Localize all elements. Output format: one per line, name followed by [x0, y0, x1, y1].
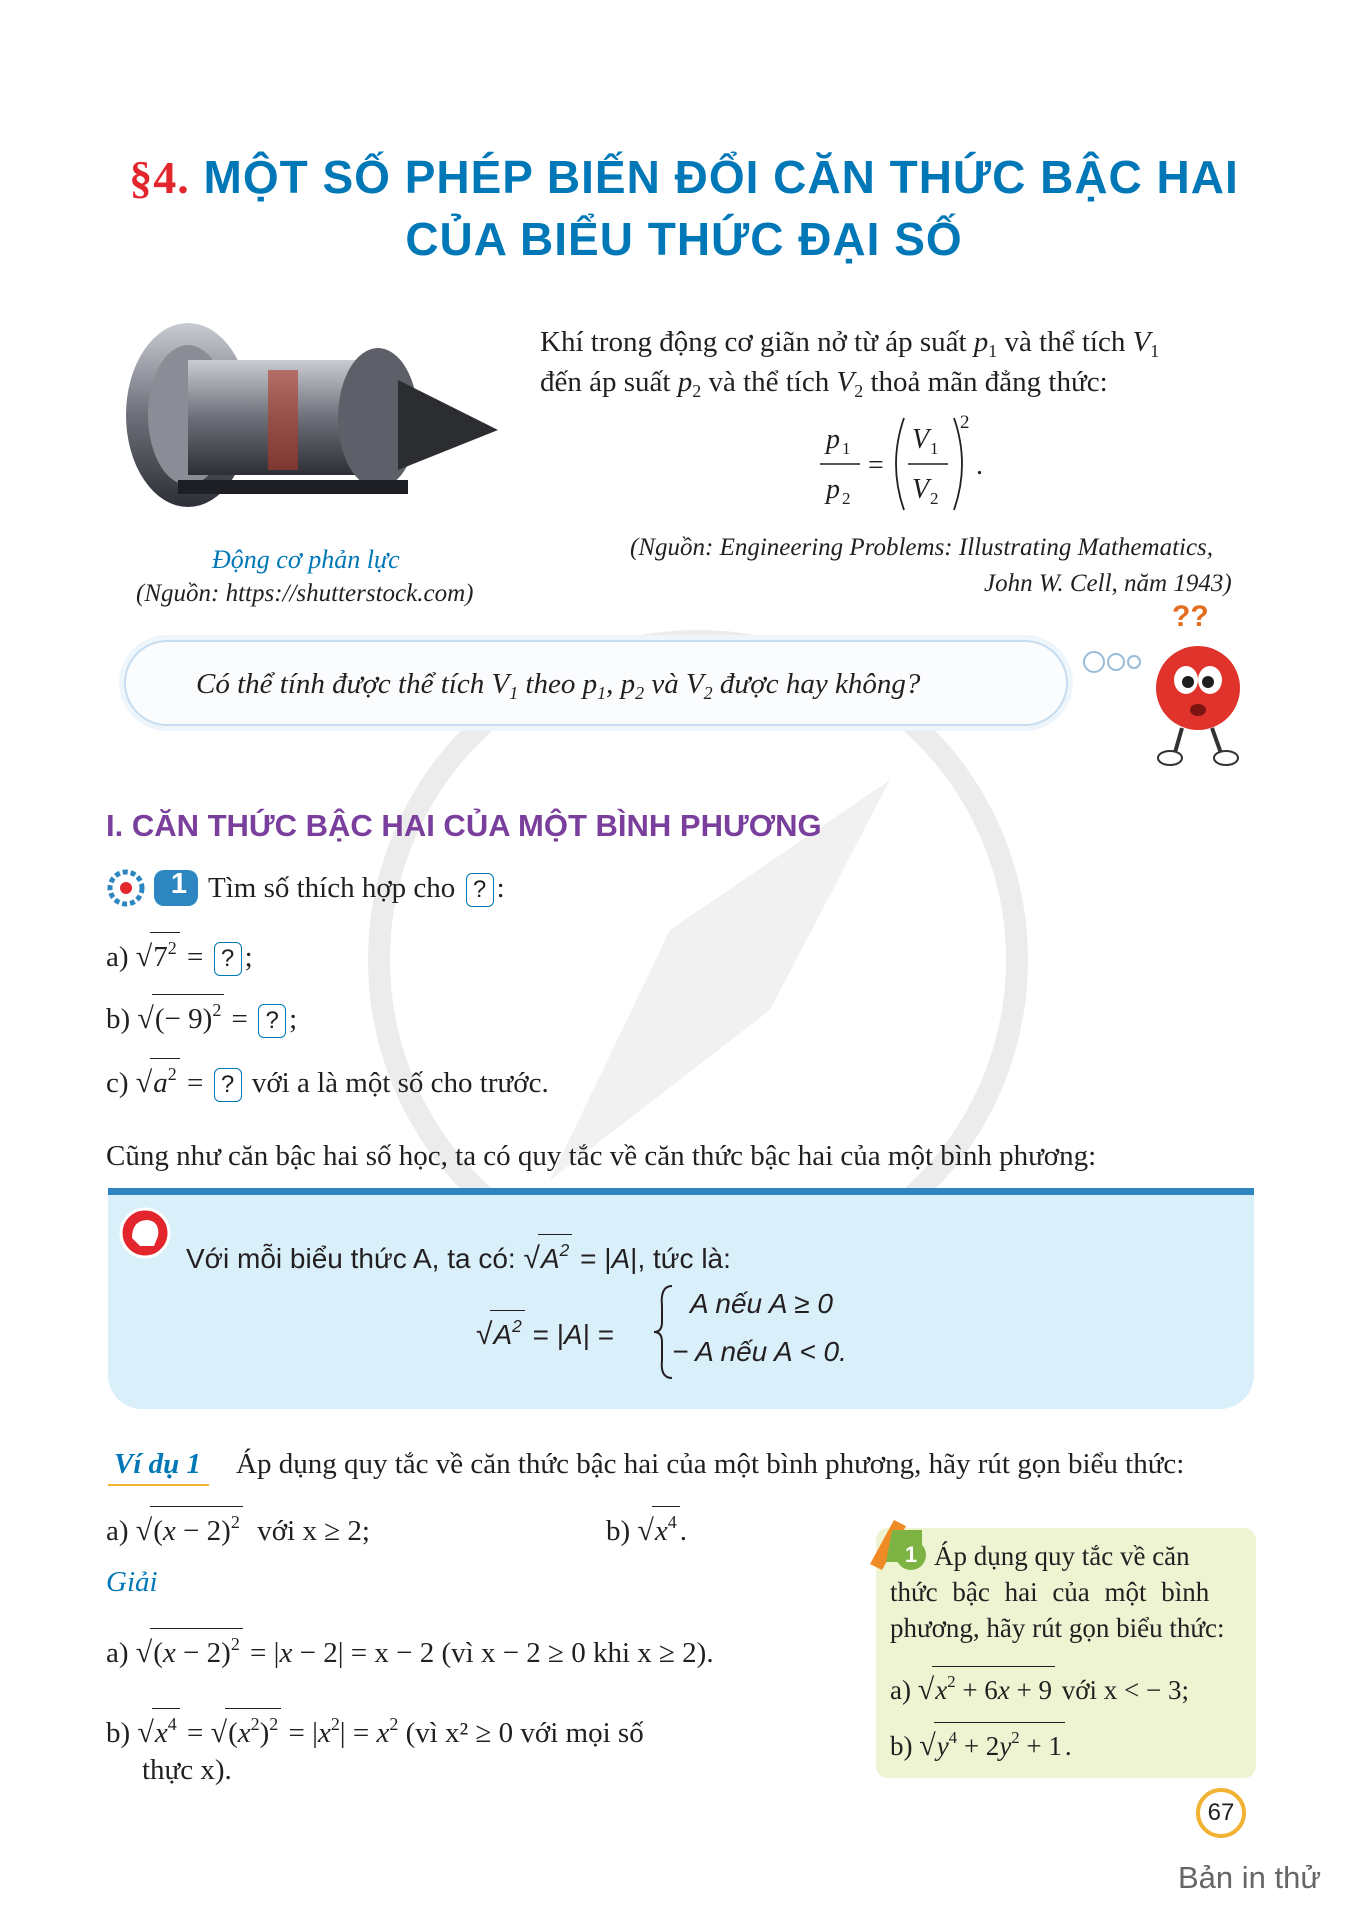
transition-text: Cũng như căn bậc hai số học, ta có quy tắc về căn thức bậc hai của một bình phương:: [106, 1140, 1097, 1172]
svg-text:p: p: [826, 474, 840, 505]
image-caption-source: (Nguồn: https://shutterstock.com): [136, 580, 474, 607]
activity-text: Tìm số thích hợp cho ? :: [208, 868, 505, 908]
page-number: 67: [1196, 1788, 1246, 1838]
thought-bubbles-icon: [1080, 646, 1150, 676]
svg-text:p: p: [826, 424, 840, 455]
draft-footer: Bản in thử: [1178, 1860, 1322, 1895]
svg-text:V: V: [912, 474, 930, 505]
example-text: Áp dụng quy tắc về căn thức bậc hai của một bình phương, hãy rút gọn biểu thức:: [236, 1448, 1185, 1480]
svg-text:V: V: [912, 424, 930, 455]
rule-line-1: Với mỗi biểu thức A, ta có: $√A^2 = |A|$, tức là:: [186, 1234, 731, 1279]
solution-a: a) $√(x - 2)^2 = |x - 2| = x - 2$ (vì x − 2 ≥ 0 khi x ≥ 2).: [106, 1628, 714, 1673]
svg-text:=: =: [868, 450, 884, 481]
example-item-a: a) $√(x - 2)^2$ với x ≥ 2;: [106, 1506, 370, 1551]
answer-box: ?: [466, 873, 494, 907]
svg-text:2: 2: [930, 489, 939, 508]
activity-number: 1: [170, 868, 188, 900]
example-item-b: b) $√x^4$ .: [606, 1506, 687, 1551]
practice-number: 1: [896, 1540, 926, 1570]
rule-line-2: $√A^2 = |A|$ =: [476, 1310, 614, 1355]
jet-engine-image: [118, 320, 508, 520]
question-text: Có thể tính được thể tích $V_1$ theo $p_1$, $p_2$ và $V_2$ được hay không?: [196, 668, 921, 703]
mascot-icon: [1146, 640, 1256, 770]
practice-line-2: thức bậc hai của một bình: [890, 1577, 1210, 1607]
title-line-1: MỘT SỐ PHÉP BIẾN ĐỔI CĂN THỨC BẬC HAI: [203, 151, 1239, 203]
svg-text:.: .: [976, 450, 983, 481]
item-a: a) $√7^2$ = ? ;: [106, 932, 253, 977]
solution-b-end: thực x).: [142, 1754, 232, 1786]
rule-case-2: − A nếu A < 0.: [672, 1336, 847, 1367]
intro-line-2: đến áp suất $p_2$ và thể tích $V_2$ thoả mãn đẳng thức:: [540, 366, 1108, 401]
svg-text:1: 1: [842, 439, 851, 458]
svg-text:1: 1: [930, 439, 939, 458]
section-number: §4.: [129, 152, 190, 203]
example-label: Ví dụ 1: [108, 1444, 209, 1486]
solution-b: b) $√x^4 = √(x^2)^2 = |x^2| = x^2$ (vì x² ≥ 0 với mọi số: [106, 1704, 644, 1753]
practice-line-3: phương, hãy rút gọn biểu thức:: [890, 1613, 1225, 1643]
formula-source-line-1: (Nguồn: Engineering Problems: Illustrating Mathematics,: [630, 534, 1214, 561]
title-line-2: CỦA BIỂU THỨC ĐẠI SỐ: [405, 213, 963, 265]
pressure-volume-formula: [812, 408, 1012, 518]
svg-text:2: 2: [960, 412, 970, 433]
image-caption-title: Động cơ phản lực: [212, 545, 400, 574]
solution-label: Giải: [106, 1566, 158, 1598]
svg-text:2: 2: [842, 489, 851, 508]
formula-source-line-2: John W. Cell, năm 1943): [984, 570, 1232, 597]
section-heading: I. CĂN THỨC BẬC HAI CỦA MỘT BÌNH PHƯƠNG: [106, 808, 822, 843]
practice-item-a: a) $√x^2 + 6x + 9$ với x < − 3;: [890, 1666, 1189, 1710]
practice-line-1: Áp dụng quy tắc về căn: [934, 1541, 1190, 1571]
rule-case-1: A nếu A ≥ 0: [690, 1288, 834, 1319]
item-c: c) $√a^2$ = ? với a là một số cho trước.: [106, 1058, 549, 1103]
item-b: b) √(− 9)$^2$ = ? ;: [106, 994, 297, 1039]
practice-item-b: b) $√y^4 + 2y^2 + 1$ .: [890, 1722, 1072, 1766]
intro-line-1: Khí trong động cơ giãn nở từ áp suất $p_1$ và thể tích $V_1$: [540, 326, 1160, 361]
question-marks-icon: ??: [1172, 600, 1209, 633]
page-title: [0, 150, 1368, 204]
rule-head-icon: [118, 1206, 172, 1260]
rule-box: [108, 1188, 1254, 1409]
